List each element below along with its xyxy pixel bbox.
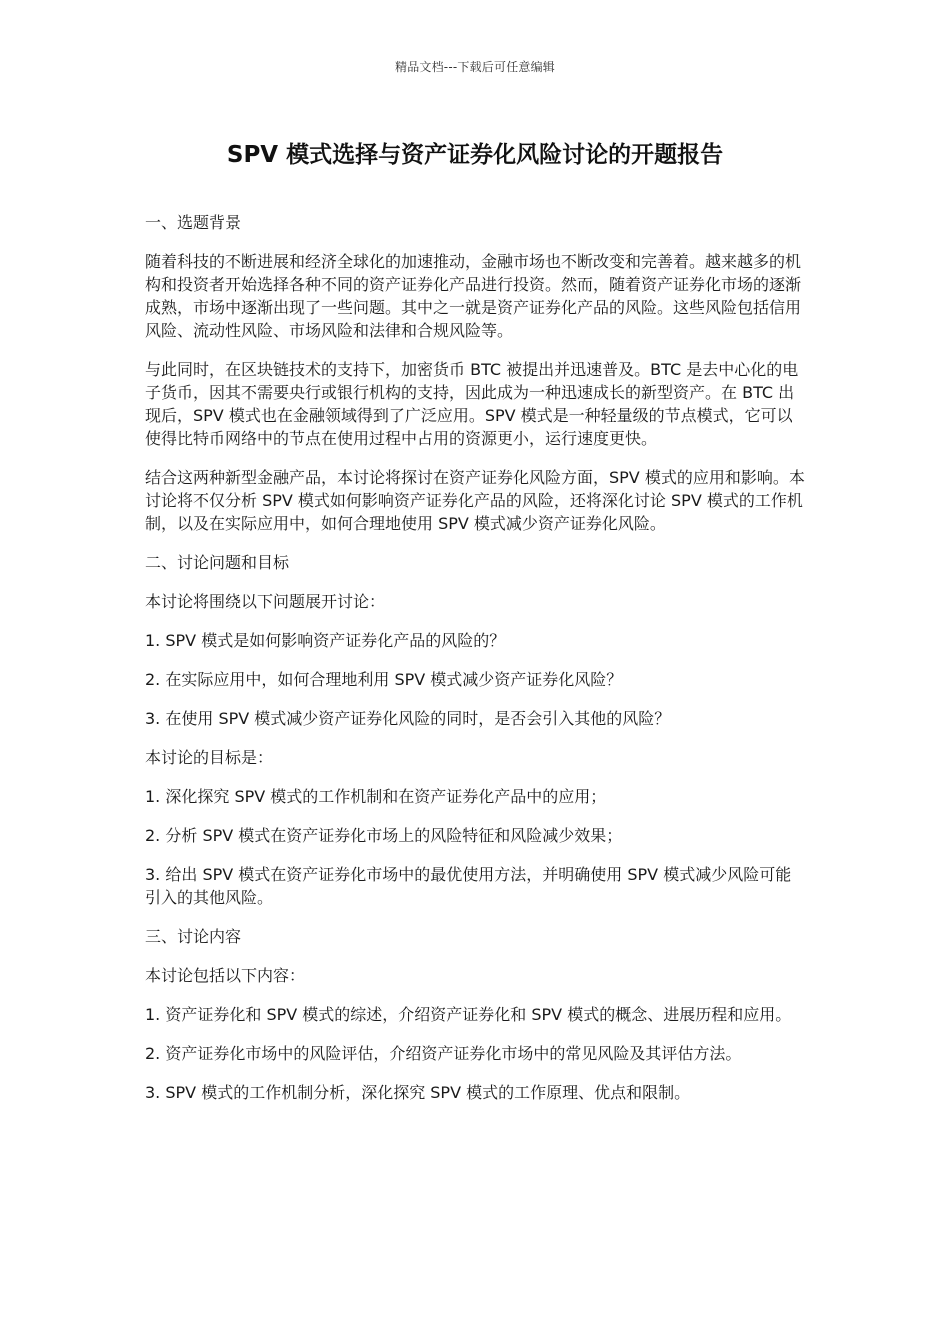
paragraph: 随着科技的不断进展和经济全球化的加速推动，金融市场也不断改变和完善着。越来越多的机构和投资者开始选择各种不同的资产证券化产品进行投资。然而，随着资产证券化市场的逐渐成熟，市场中逐渐出现了一些问题。其中之一就是资产证券化产品的风险。这些风险包括信用风险、流动性风险、市场风险和法律和合规风险等。: [145, 252, 802, 340]
list-item: 3. SPV 模式的工作机制分析，深化探究 SPV 模式的工作原理、优点和限制。: [145, 1083, 691, 1102]
header-note: 精品文档---下载后可任意编辑: [395, 60, 555, 74]
section-heading-questions: 二、讨论问题和目标: [145, 553, 290, 572]
list-item: 3. 在使用 SPV 模式减少资产证券化风险的同时，是否会引入其他的风险？: [145, 709, 671, 728]
list-item: 2. 资产证券化市场中的风险评估，介绍资产证券化市场中的常见风险及其评估方法。: [145, 1044, 742, 1063]
list-item: 2. 在实际应用中，如何合理地利用 SPV 模式减少资产证券化风险？: [145, 670, 623, 689]
paragraph: 本讨论的目标是：: [145, 748, 274, 767]
document-title: SPV 模式选择与资产证券化风险讨论的开题报告: [226, 142, 724, 168]
section-heading-background: 一、选题背景: [145, 213, 242, 232]
paragraph: 本讨论包括以下内容：: [145, 966, 306, 985]
list-item: 3. 给出 SPV 模式在资产证券化市场中的最优使用方法，并明确使用 SPV 模式减少风险可能引入的其他风险。: [145, 865, 792, 907]
list-item: 1. SPV 模式是如何影响资产证券化产品的风险的？: [145, 631, 506, 650]
list-item: 1. 深化探究 SPV 模式的工作机制和在资产证券化产品中的应用；: [145, 787, 607, 806]
list-item: 1. 资产证券化和 SPV 模式的综述，介绍资产证券化和 SPV 模式的概念、进展历程和应用。: [145, 1005, 792, 1024]
section-heading-content: 三、讨论内容: [145, 927, 242, 946]
paragraph: 本讨论将围绕以下问题展开讨论：: [145, 592, 386, 611]
document-body: [145, 211, 807, 1120]
list-item: 2. 分析 SPV 模式在资产证券化市场上的风险特征和风险减少效果；: [145, 826, 623, 845]
paragraph: 结合这两种新型金融产品，本讨论将探讨在资产证券化风险方面，SPV 模式的应用和影响。本讨论将不仅分析 SPV 模式如何影响资产证券化产品的风险，还将深化讨论 SPV 模式的工作机制，以及在实际应用中，如何合理地使用 SPV 模式减少资产证券化风险。: [145, 468, 805, 533]
paragraph: 与此同时，在区块链技术的支持下，加密货币 BTC 被提出并迅速普及。BTC 是去中心化的电子货币，因其不需要央行或银行机构的支持，因此成为一种迅速成长的新型资产。在 BTC 出现后，SPV 模式也在金融领域得到了广泛应用。SPV 模式是一种轻量级的节点模式，它可以使得比特币网络中的节点在使用过程中占用的资源更小，运行速度更快。: [145, 360, 799, 448]
